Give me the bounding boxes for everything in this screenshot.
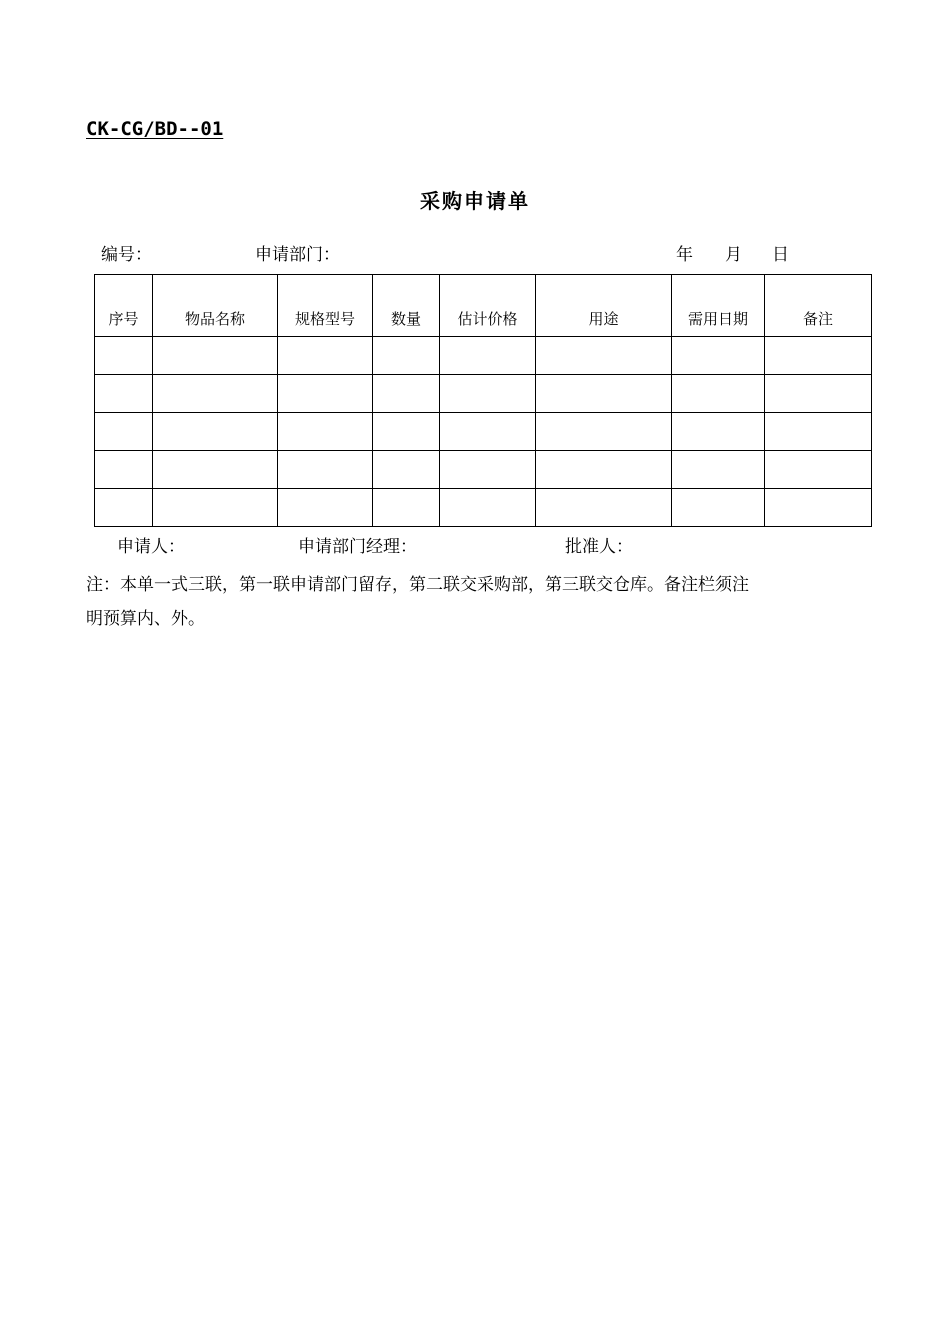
purchase-request-table xyxy=(94,274,872,527)
table-row xyxy=(95,451,872,489)
table-cell[interactable] xyxy=(765,451,872,489)
table-cell[interactable] xyxy=(373,451,440,489)
table-cell[interactable] xyxy=(672,451,765,489)
department-manager-label: 申请部门经理： xyxy=(298,537,417,557)
table-cell[interactable] xyxy=(672,489,765,527)
table-cell[interactable] xyxy=(765,375,872,413)
table-cell[interactable] xyxy=(440,413,536,451)
table-cell[interactable] xyxy=(373,413,440,451)
table-cell[interactable] xyxy=(373,375,440,413)
table-cell[interactable] xyxy=(440,489,536,527)
header-serial-number: 序号 xyxy=(95,275,153,337)
table-cell[interactable] xyxy=(536,337,672,375)
table-row xyxy=(95,413,872,451)
table-cell[interactable] xyxy=(153,375,278,413)
table-cell[interactable] xyxy=(440,337,536,375)
table-cell[interactable] xyxy=(373,489,440,527)
table-cell[interactable] xyxy=(765,489,872,527)
document-title: 采购申请单 xyxy=(420,189,530,213)
applicant-label: 申请人： xyxy=(117,537,185,557)
number-label: 编号： xyxy=(101,245,152,265)
table-cell[interactable] xyxy=(278,375,373,413)
table-cell[interactable] xyxy=(373,337,440,375)
table-cell[interactable] xyxy=(95,489,153,527)
day-label: 日 xyxy=(772,245,789,265)
table-cell[interactable] xyxy=(765,337,872,375)
header-remarks: 备注 xyxy=(765,275,872,337)
table-cell[interactable] xyxy=(536,413,672,451)
month-label: 月 xyxy=(725,245,742,265)
table-cell[interactable] xyxy=(672,375,765,413)
table-cell[interactable] xyxy=(278,451,373,489)
header-specification: 规格型号 xyxy=(278,275,373,337)
header-estimated-price: 估计价格 xyxy=(440,275,536,337)
year-label: 年 xyxy=(676,245,693,265)
table-cell[interactable] xyxy=(536,489,672,527)
table-cell[interactable] xyxy=(278,489,373,527)
table-cell[interactable] xyxy=(440,375,536,413)
table-cell[interactable] xyxy=(672,337,765,375)
table-header-row xyxy=(95,275,872,337)
document-code: CK-CG/BD--01 xyxy=(86,118,224,140)
table-cell[interactable] xyxy=(765,413,872,451)
approver-label: 批准人： xyxy=(565,537,633,557)
table-cell[interactable] xyxy=(153,489,278,527)
footnote-line-2: 明预算内、外。 xyxy=(86,609,205,629)
table-cell[interactable] xyxy=(278,413,373,451)
table-cell[interactable] xyxy=(536,451,672,489)
header-required-date: 需用日期 xyxy=(672,275,765,337)
table-row xyxy=(95,489,872,527)
table-cell[interactable] xyxy=(153,451,278,489)
table-row xyxy=(95,337,872,375)
footnote-line-1: 注：本单一式三联，第一联申请部门留存，第二联交采购部，第三联交仓库。备注栏须注 xyxy=(86,575,749,595)
header-quantity: 数量 xyxy=(373,275,440,337)
table-cell[interactable] xyxy=(95,375,153,413)
table-cell[interactable] xyxy=(95,337,153,375)
table-cell[interactable] xyxy=(153,337,278,375)
table-cell[interactable] xyxy=(95,413,153,451)
table-cell[interactable] xyxy=(440,451,536,489)
header-item-name: 物品名称 xyxy=(153,275,278,337)
table-cell[interactable] xyxy=(536,375,672,413)
table-row xyxy=(95,375,872,413)
table-cell[interactable] xyxy=(95,451,153,489)
department-label: 申请部门： xyxy=(255,245,340,265)
table-cell[interactable] xyxy=(153,413,278,451)
table-cell[interactable] xyxy=(672,413,765,451)
footnote xyxy=(86,568,846,636)
header-purpose: 用途 xyxy=(536,275,672,337)
table-cell[interactable] xyxy=(278,337,373,375)
